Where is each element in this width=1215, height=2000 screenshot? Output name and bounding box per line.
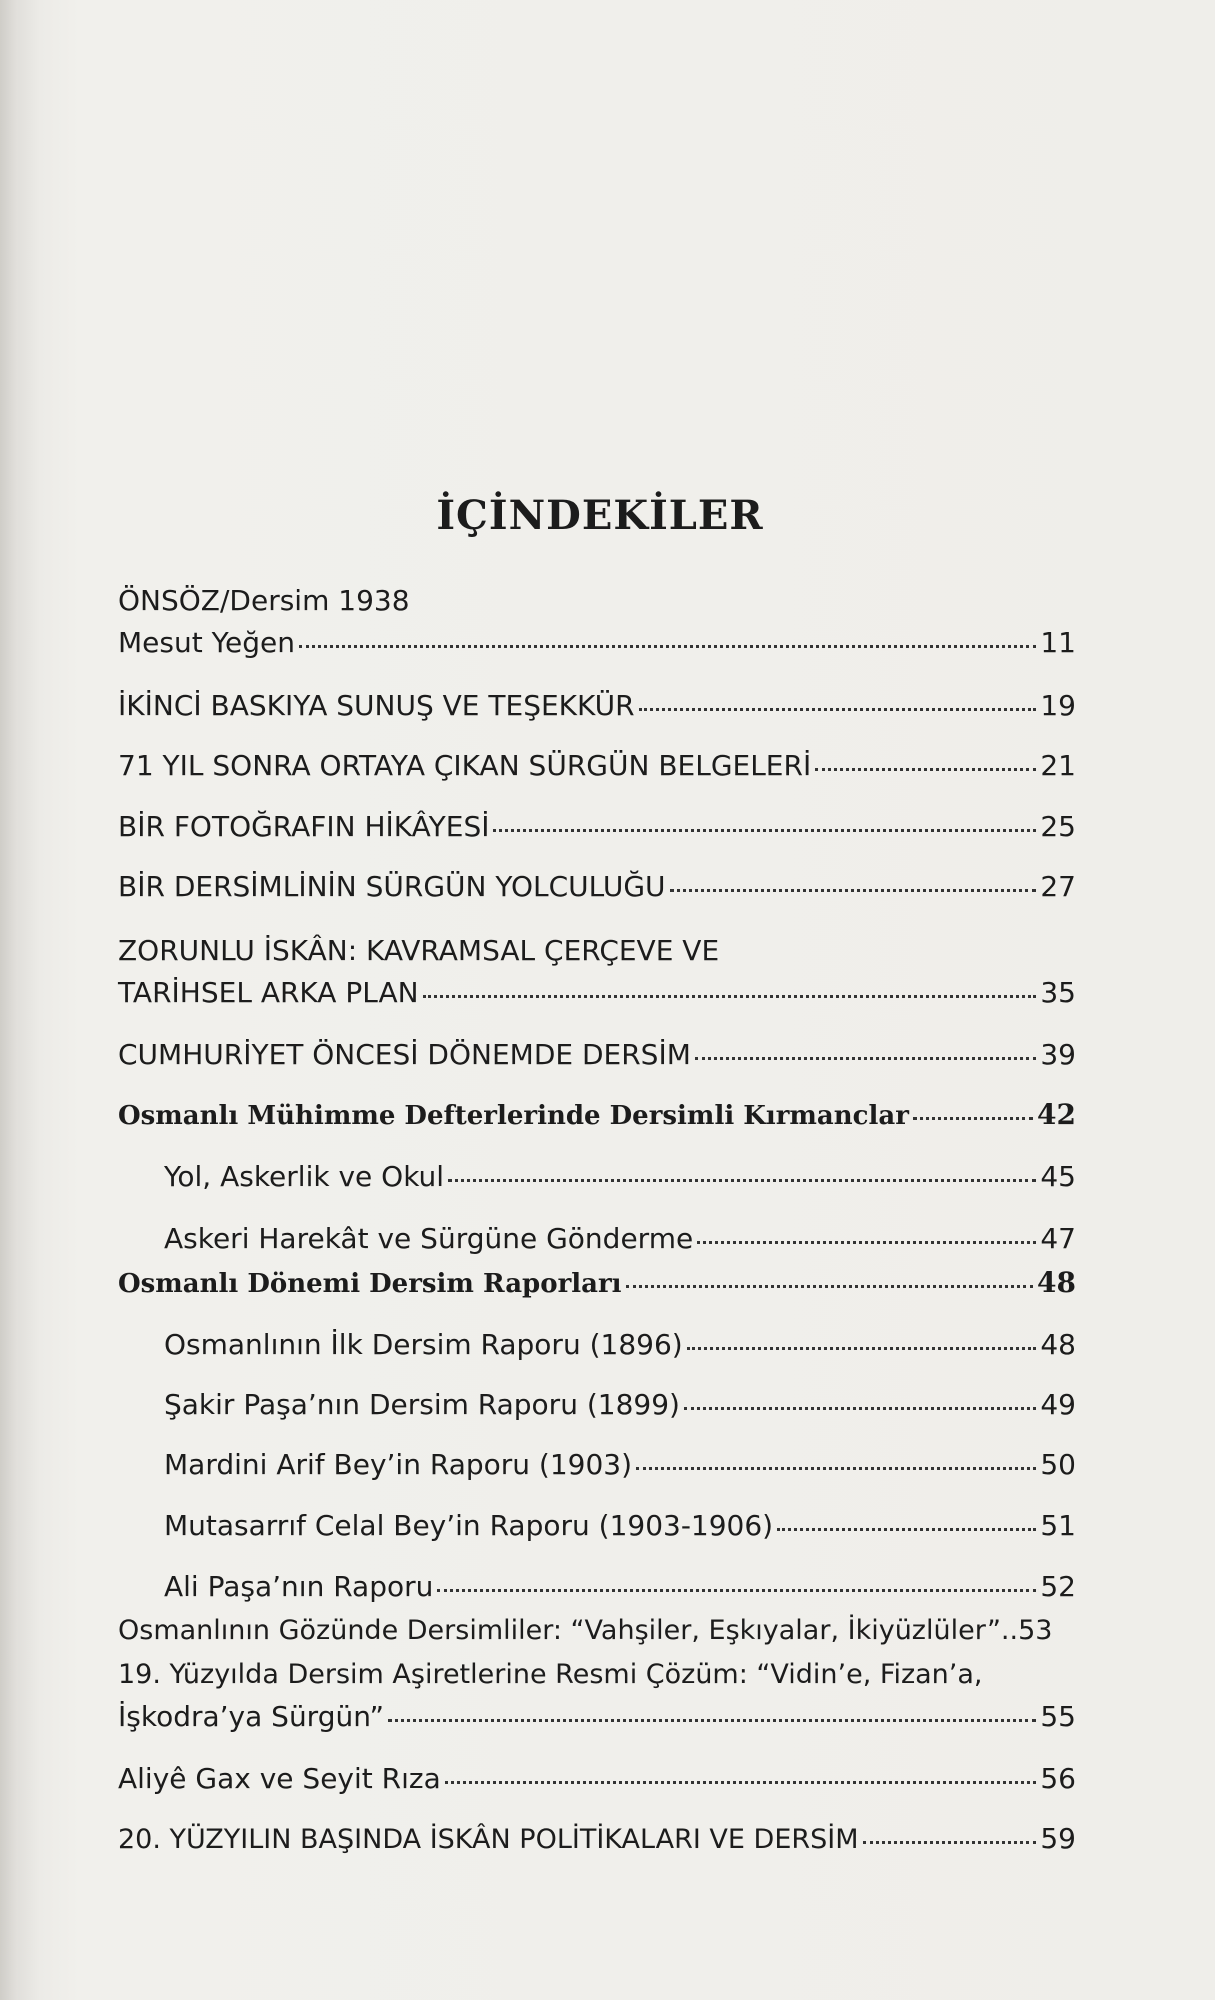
toc-entry-title: Mutasarrıf Celal Bey’in Raporu (1903-1906) [164, 1509, 774, 1542]
toc-entry-bold [118, 1094, 1076, 1137]
toc-entry-line1: ÖNSÖZ/Dersim 1938 [118, 584, 410, 617]
toc-entry-onsoz [118, 580, 1076, 664]
dot-leader [636, 1467, 1036, 1470]
toc-entry [118, 1818, 1076, 1861]
toc-entry-title: Şakir Paşa’nın Dersim Raporu (1899) [164, 1388, 680, 1421]
toc-entry-line2 [118, 622, 1076, 664]
toc-entry-line1: ZORUNLU İSKÂN: KAVRAMSAL ÇERÇEVE VE [118, 934, 720, 967]
toc-entry-page: 42 [1037, 1098, 1076, 1131]
toc-entry-page: 50 [1040, 1448, 1076, 1481]
toc-entry-title: Ali Paşa’nın Raporu [164, 1570, 434, 1603]
toc-subentry [164, 1384, 1076, 1426]
toc-entry [118, 806, 1076, 848]
toc-entry [118, 1034, 1076, 1076]
toc-entry [118, 866, 1076, 908]
dot-leader [493, 829, 1036, 832]
toc-entry-title: İşkodra’ya Sürgün” [118, 1700, 384, 1733]
toc-subentry [164, 1505, 1076, 1547]
toc-entry-title: Osmanlı Mühimme Defterlerinde Dersimli Kırmanclar [118, 1101, 909, 1131]
toc-entry-title: Yol, Askerlik ve Okul [164, 1160, 445, 1193]
toc-entry-title: BİR DERSİMLİNİN SÜRGÜN YOLCULUĞU [118, 870, 666, 903]
toc-entry-page: 56 [1040, 1762, 1076, 1795]
toc-entry-page: 49 [1040, 1388, 1076, 1421]
toc-entry [118, 685, 1076, 727]
toc-entry-title: TARİHSEL ARKA PLAN [118, 976, 419, 1009]
toc-subentry [164, 1156, 1076, 1198]
toc-entry-page: 48 [1037, 1266, 1076, 1299]
dot-leader [815, 768, 1036, 771]
toc-entry-page: 51 [1040, 1509, 1076, 1542]
toc-entry-page: 55 [1040, 1700, 1076, 1733]
toc-entry-page: 35 [1040, 976, 1076, 1009]
dot-leader [687, 1347, 1037, 1350]
toc-entry-line1: 19. Yüzyılda Dersim Aşiretlerine Resmi Çözüm: “Vidin’e, Fizan’a, [118, 1659, 983, 1690]
toc-entry-title: 71 YIL SONRA ORTAYA ÇIKAN SÜRGÜN BELGELERİ [118, 749, 812, 782]
dot-leader [423, 995, 1037, 998]
toc-entry-resmi-cozum [118, 1654, 1076, 1738]
toc-entry-page: 25 [1040, 810, 1076, 843]
toc-entry-title: Osmanlının Gözünde Dersimliler: “Vahşiler, Eşkıyalar, İkiyüzlüler”..53 [118, 1615, 1053, 1646]
dot-leader [670, 889, 1037, 892]
toc-entry-page: 48 [1040, 1328, 1076, 1361]
dot-leader [445, 1781, 1037, 1784]
toc-entry-page: 47 [1040, 1222, 1076, 1255]
toc-entry-page: 11 [1040, 626, 1076, 659]
toc-entry-page: 21 [1040, 749, 1076, 782]
toc-entry-title: Osmanlının İlk Dersim Raporu (1896) [164, 1328, 683, 1361]
dot-leader [639, 708, 1037, 711]
toc-entry-page: 52 [1040, 1570, 1076, 1603]
toc-entry-title: Osmanlı Dönemi Dersim Raporları [118, 1269, 622, 1299]
dot-leader [697, 1241, 1036, 1244]
toc-entry [118, 1758, 1076, 1800]
toc-entry-page: 45 [1040, 1160, 1076, 1193]
page-title: İÇİNDEKİLER [436, 492, 764, 539]
toc-entry-title: Aliyê Gax ve Seyit Rıza [118, 1762, 441, 1795]
toc-subentry [164, 1324, 1076, 1366]
toc-entry-title: İKİNCİ BASKIYA SUNUŞ VE TEŞEKKÜR [118, 689, 635, 722]
toc-subentry [164, 1444, 1076, 1486]
toc-entry-title: Askeri Harekât ve Sürgüne Gönderme [164, 1222, 694, 1255]
toc-entry-bold [118, 1262, 1076, 1305]
page-spine-shadow [0, 0, 18, 2000]
toc-entry-title: 20. YÜZYILIN BAŞINDA İSKÂN POLİTİKALARI VE DERSİM [118, 1824, 859, 1855]
toc-entry-title: Mesut Yeğen [118, 626, 295, 659]
dot-leader [388, 1719, 1036, 1722]
dot-leader [448, 1179, 1036, 1182]
toc-entry-page: 39 [1040, 1038, 1076, 1071]
toc-entry-title: Mardini Arif Bey’in Raporu (1903) [164, 1448, 633, 1481]
dot-leader [777, 1528, 1036, 1531]
dot-leader [626, 1285, 1033, 1288]
toc-subentry [164, 1566, 1076, 1608]
toc-entry-title: CUMHURİYET ÖNCESİ DÖNEMDE DERSİM [118, 1038, 691, 1071]
dot-leader [863, 1841, 1037, 1844]
toc-entry-title: BİR FOTOĞRAFIN HİKÂYESİ [118, 810, 490, 843]
toc-entry-zorunlu-iskan [118, 930, 1076, 1014]
toc-entry-page: 19 [1040, 689, 1076, 722]
toc-entry [118, 745, 1076, 787]
dot-leader [437, 1589, 1036, 1592]
dot-leader [684, 1407, 1036, 1410]
toc-entry-page: 59 [1040, 1822, 1076, 1855]
dot-leader [695, 1057, 1036, 1060]
toc-entry-page: 27 [1040, 870, 1076, 903]
dot-leader [913, 1117, 1033, 1120]
dot-leader [299, 645, 1036, 648]
toc-subentry [164, 1218, 1076, 1260]
toc-entry [118, 1610, 1076, 1652]
